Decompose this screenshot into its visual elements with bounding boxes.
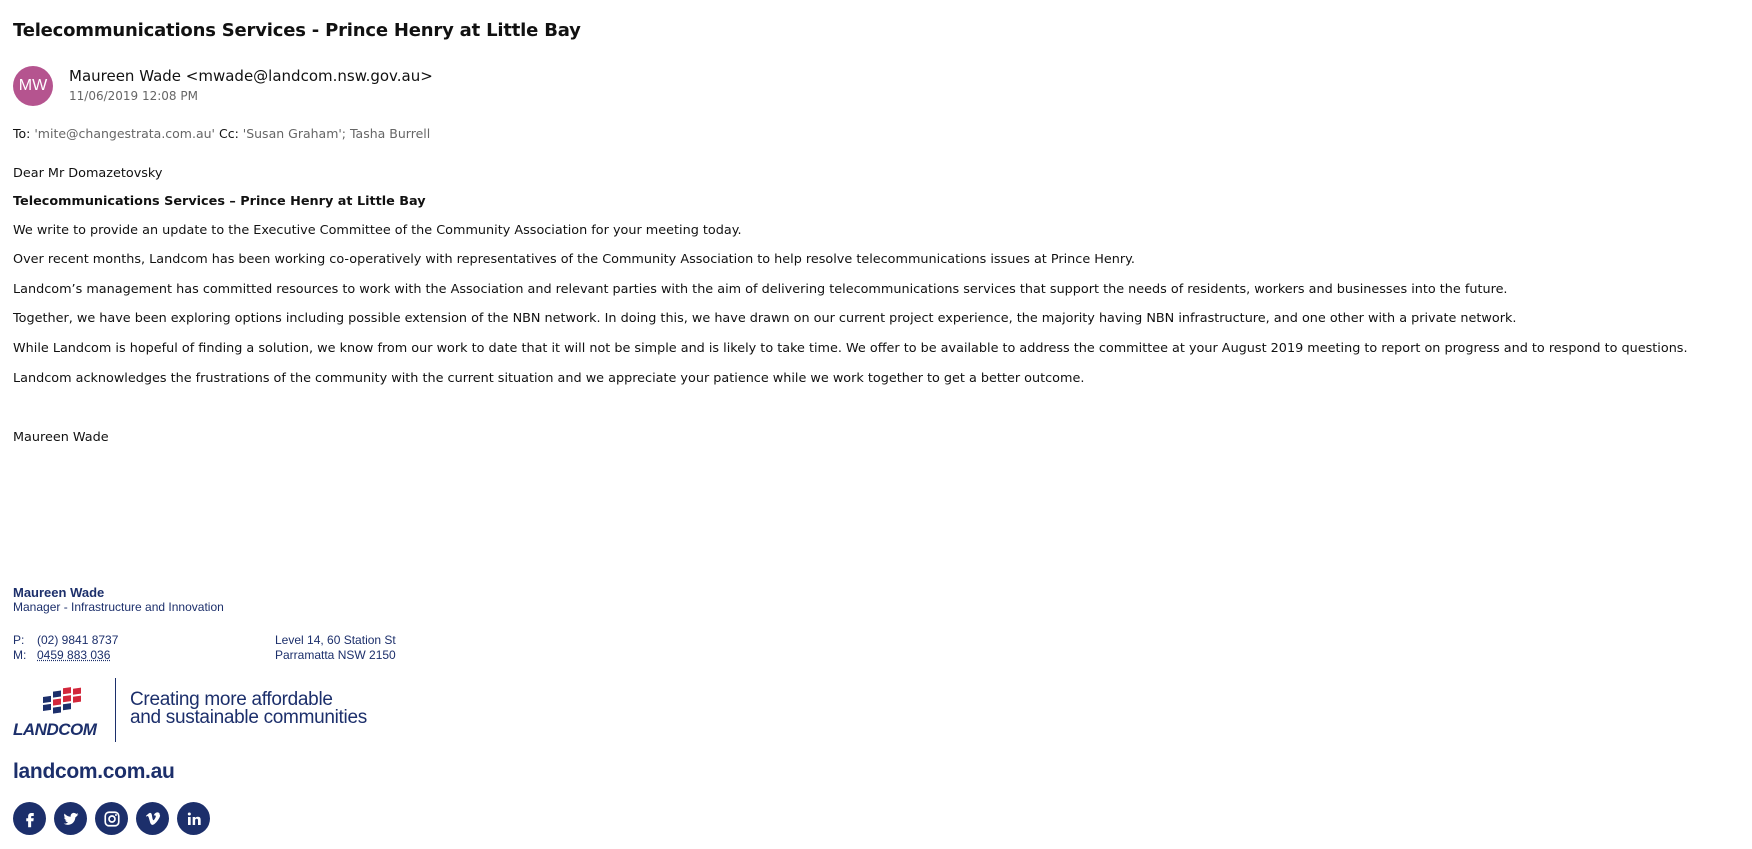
body-paragraph: We write to provide an update to the Executive Committee of the Community Association for your meeting today. (13, 223, 742, 238)
signoff-name: Maureen Wade (13, 430, 109, 445)
facebook-icon[interactable] (13, 802, 46, 835)
email-subject: Telecommunications Services - Prince Henry at Little Bay (13, 20, 581, 41)
signature-mobile (13, 648, 110, 662)
linkedin-icon[interactable] (177, 802, 210, 835)
instagram-icon[interactable] (95, 802, 128, 835)
to-recipients[interactable]: 'mite@changestrata.com.au' (34, 126, 215, 141)
cc-recipients[interactable]: 'Susan Graham'; Tasha Burrell (242, 126, 431, 141)
recipients-line (13, 126, 430, 141)
sender-avatar[interactable]: MW (13, 66, 53, 106)
address-line-2: Parramatta NSW 2150 (275, 648, 396, 662)
logo-tagline (130, 691, 367, 727)
logo-divider (115, 678, 116, 742)
twitter-icon[interactable] (54, 802, 87, 835)
address-line-1: Level 14, 60 Station St (275, 633, 396, 647)
body-paragraph: Over recent months, Landcom has been working co-operatively with representatives of the Community Association to help resolve telecommunications issues at Prince Henry. (13, 252, 1135, 267)
to-label: To: (13, 126, 31, 141)
body-heading: Telecommunications Services – Prince Henry at Little Bay (13, 194, 426, 209)
mobile-label: M: (13, 648, 27, 662)
mobile-number-link[interactable]: 0459 883 036 (37, 648, 111, 662)
website-link[interactable]: landcom.com.au (13, 760, 175, 783)
phone-label: P: (13, 633, 25, 647)
vimeo-icon[interactable] (136, 802, 169, 835)
tagline-line-2: and sustainable communities (130, 707, 367, 728)
phone-number: (02) 9841 8737 (37, 633, 119, 647)
cc-label: Cc: (218, 126, 239, 141)
body-paragraph: While Landcom is hopeful of finding a solution, we know from our work to date that it will not be simple and is likely to take time. We offer to be available to address the committee at your August 2019 meeting to report on progress and to respond to questions. (13, 341, 1688, 356)
greeting: Dear Mr Domazetovsky (13, 166, 163, 181)
body-paragraph: Landcom’s management has committed resources to work with the Association and relevant parties with the aim of delivering telecommunications services that support the needs of residents, workers and businesses into the future. (13, 282, 1508, 297)
sent-date: 11/06/2019 12:08 PM (69, 89, 198, 103)
body-paragraph: Landcom acknowledges the frustrations of the community with the current situation and we appreciate your patience while we work together to get a better outcome. (13, 371, 1085, 386)
landcom-logo-wordmark: LANDCOM (13, 720, 97, 739)
social-links (13, 802, 210, 835)
signature-phone (13, 633, 118, 647)
body-paragraph: Together, we have been exploring options including possible extension of the NBN network. In doing this, we have drawn on our current project experience, the majority having NBN infrastructure, and one other with a private network. (13, 311, 1517, 326)
sender-name[interactable]: Maureen Wade <mwade@landcom.nsw.gov.au> (69, 67, 433, 85)
signature-name: Maureen Wade (13, 585, 105, 600)
signature-role: Manager - Infrastructure and Innovation (13, 600, 224, 614)
tagline-line-1: Creating more affordable (130, 689, 333, 710)
